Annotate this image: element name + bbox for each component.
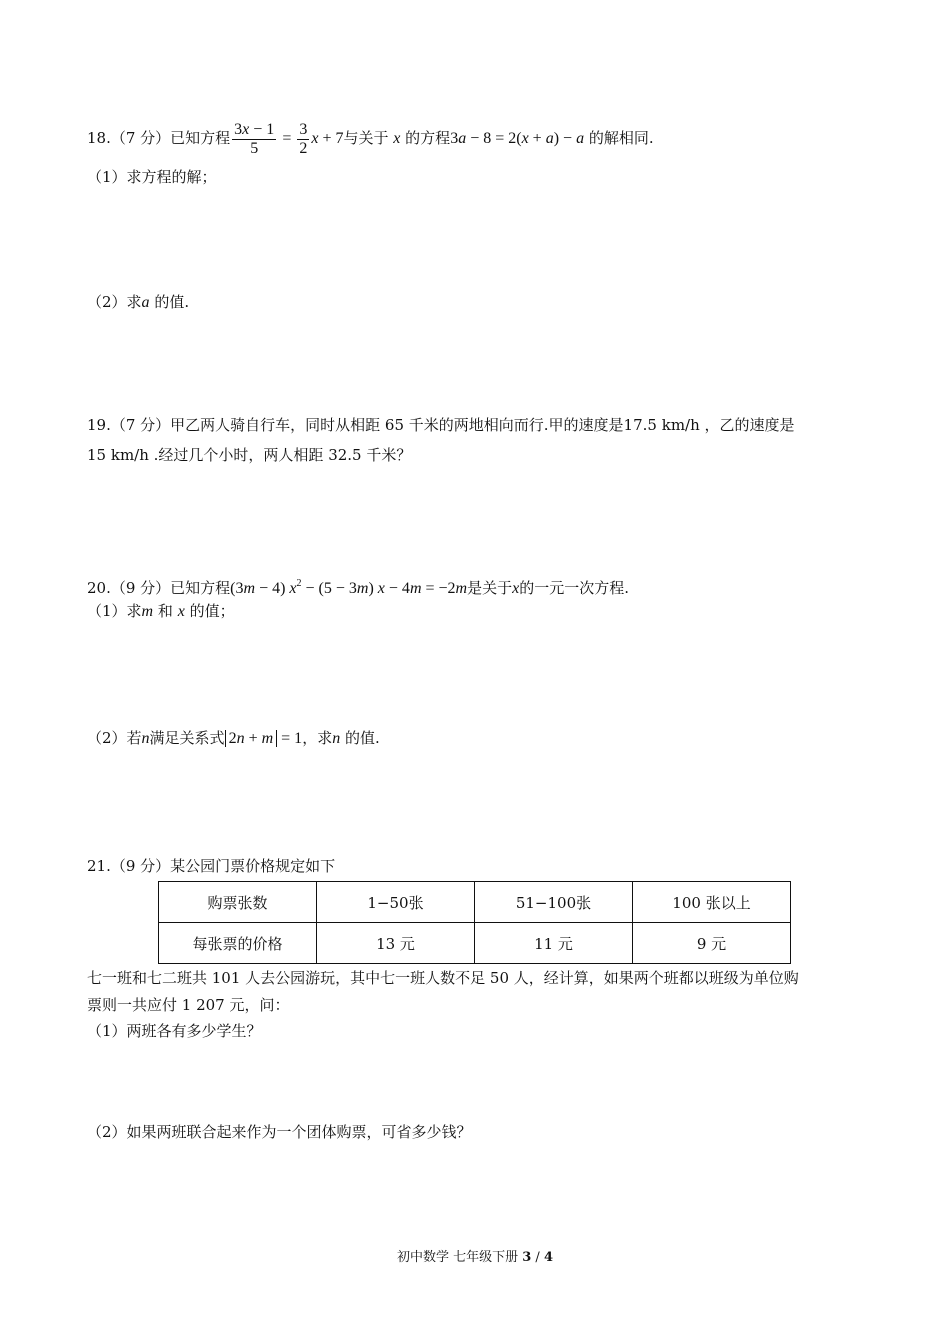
table-row: [159, 882, 791, 923]
page-number: 3: [522, 1250, 532, 1265]
table-cell: 100 张以上: [633, 882, 791, 923]
table-cell: 购票张数: [159, 882, 317, 923]
q21-sub1: （1）两班各有多少学生？: [87, 1022, 262, 1040]
q20-abs-equation: 2n + m = 1: [225, 730, 303, 747]
table-cell: 1−50张: [317, 882, 475, 923]
q18-sub2: （2）求a 的值.: [87, 293, 190, 311]
page-footer: 初中数学 七年级下册 3 / 4: [396, 1250, 553, 1265]
q21-para1: 七一班和七二班共 101 人去公园游玩，其中七一班人数不足 50 人，经计算，如果两个班都以班级为单位购: [87, 969, 799, 987]
q21-sub2: （2）如果两班联合起来作为一个团体购票，可省多少钱？: [87, 1123, 472, 1141]
q20-equation: (3m − 4) $x^2 - (5 - 3m) x - 4m = -2m$: [230, 578, 468, 597]
q21-para2: 票则一共应付 1 207 元，问：: [87, 996, 290, 1014]
table-cell: 13 元: [317, 923, 475, 964]
table-cell: 11 元: [475, 923, 633, 964]
q19-line1: 19.（7 分）甲乙两人骑自行车，同时从相距 65 千米的两地相向而行.甲的速度是17.5 km/h ，乙的速度是: [87, 416, 795, 434]
table-cell: 9 元: [633, 923, 791, 964]
table-cell: 51−100张: [475, 882, 633, 923]
table-cell: 每张票的价格: [159, 923, 317, 964]
q19-line2: 15 km/h .经过几个小时，两人相距 32.5 千米？: [87, 446, 412, 464]
ticket-price-table: [158, 881, 791, 964]
q21-stem: 21.（9 分）某公园门票价格规定如下: [87, 857, 336, 875]
q20-sub1: （1）求m 和 x 的值；: [87, 602, 235, 620]
table-row: [159, 923, 791, 964]
page-total: 4: [543, 1250, 553, 1265]
q18-stem: 18.（7 分）已知方程 $\frac{3x - 1}{5}$ = $\frac{3}{2}$ x + 7与关于 x 的方程3a − 8 = 2(x + a) − a 的解相同.: [87, 121, 654, 157]
q18-sub1: （1）求方程的解；: [87, 168, 217, 186]
q18-equation-2: 3a − 8 = 2(x + a) − a: [450, 130, 585, 148]
q20-stem: 20.（9 分）已知方程(3m − 4) $x^2 - (5 - 3m) x - 4m = -2m$是关于x的一元一次方程.: [87, 578, 630, 597]
q18-equation-1: $\frac{3x - 1}{5}$ = $\frac{3}{2}$ x + 7: [234, 121, 344, 157]
q20-sub2: （2）若n满足关系式 2n + m = 1，求n 的值.: [87, 729, 380, 747]
